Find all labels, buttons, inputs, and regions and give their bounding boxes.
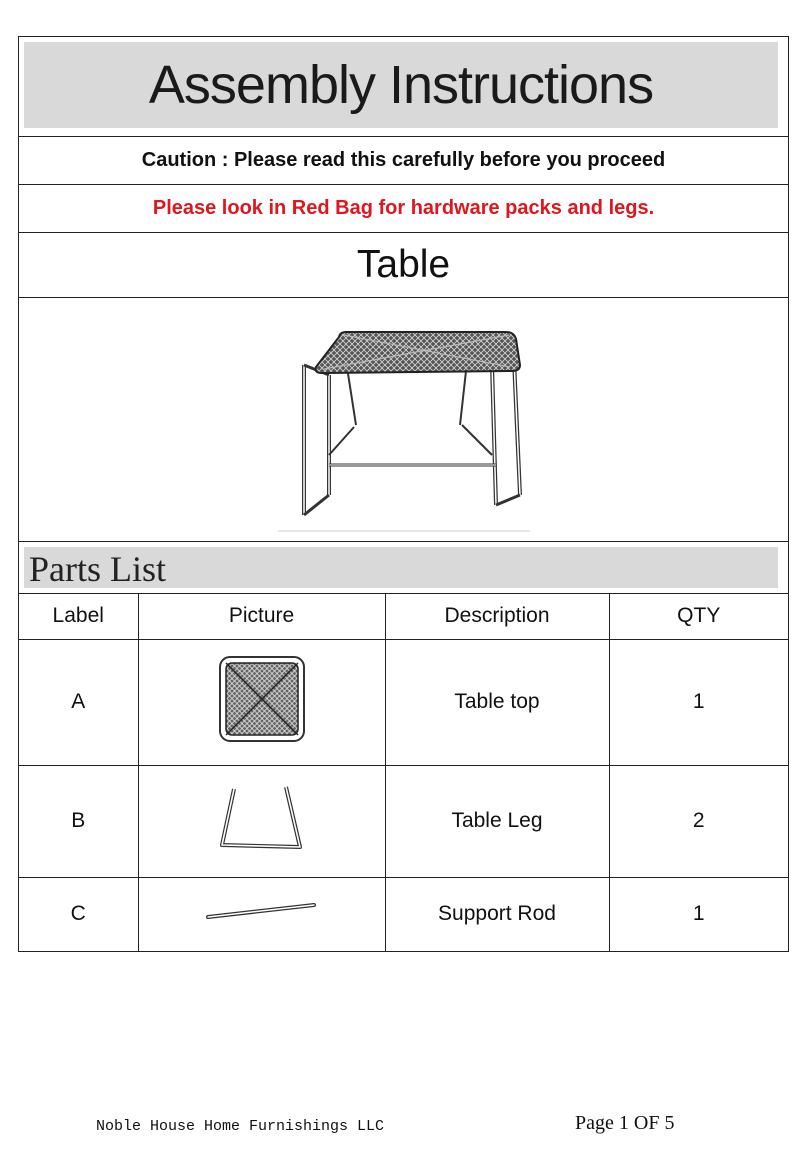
part-picture <box>138 765 385 877</box>
red-bag-notice: Please look in Red Bag for hardware packs and legs. <box>19 185 788 233</box>
parts-list-title: Parts List <box>29 549 167 589</box>
part-qty: 1 <box>609 639 788 765</box>
footer-page-number: Page 1 OF 5 <box>575 1112 675 1134</box>
part-picture <box>138 639 385 765</box>
instruction-sheet <box>18 36 789 952</box>
table-row <box>19 877 788 951</box>
support-rod-icon <box>202 899 322 923</box>
part-label: A <box>19 639 138 765</box>
assembled-table-icon <box>274 305 534 535</box>
product-name: Table <box>19 233 788 298</box>
column-header-picture: Picture <box>138 594 385 639</box>
part-label: C <box>19 877 138 951</box>
parts-table <box>19 594 788 951</box>
part-description: Table top <box>385 639 609 765</box>
parts-table-header-row <box>19 594 788 639</box>
parts-list-header <box>19 542 788 594</box>
part-qty: 1 <box>692 902 705 926</box>
part-qty: 2 <box>609 765 788 877</box>
column-header-qty: QTY <box>609 594 788 639</box>
table-top-icon <box>212 651 312 747</box>
part-description: Support Rod <box>385 877 609 951</box>
column-header-label: Label <box>19 594 138 639</box>
page-title: Assembly Instructions <box>148 55 654 115</box>
table-row <box>19 765 788 877</box>
parts-table-wrapper <box>19 594 788 951</box>
part-picture <box>138 877 385 951</box>
column-header-description: Description <box>385 594 609 639</box>
footer-company: Noble House Home Furnishings LLC <box>96 1118 385 1135</box>
table-leg-icon <box>212 783 312 853</box>
caution-notice: Caution : Please read this carefully before you proceed <box>19 137 788 185</box>
title-banner-background <box>24 42 778 128</box>
assembled-table-illustration <box>19 298 788 542</box>
part-label: B <box>19 765 138 877</box>
title-banner <box>19 37 788 137</box>
part-description: Table Leg <box>385 765 609 877</box>
table-row <box>19 639 788 765</box>
